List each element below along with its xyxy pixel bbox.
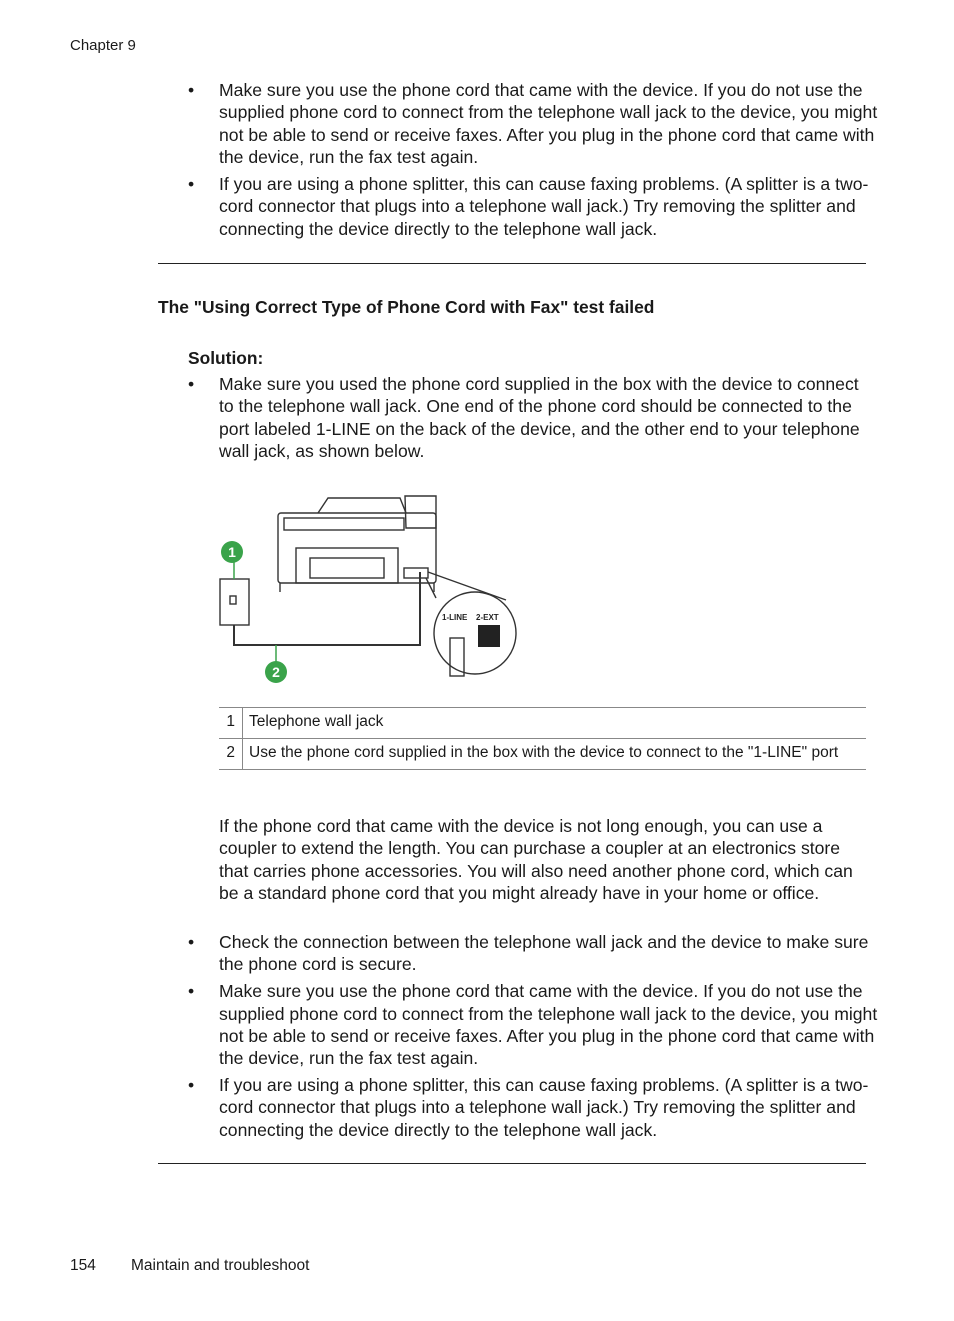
list-item — [188, 79, 878, 169]
section-heading: The "Using Correct Type of Phone Cord with Fax" test failed — [158, 297, 655, 317]
port-magnifier — [434, 592, 516, 674]
control-panel — [405, 496, 436, 528]
callout-2-label: 2 — [272, 664, 280, 680]
list-item — [188, 1074, 878, 1141]
list-item-text: Make sure you use the phone cord that came with the device. If you do not use the supplied phone cord to connect from the telephone wall jack to the device, you might not be able to send or receive faxes. After you plug in the phone cord that came with the device, run the fax test again. — [219, 80, 878, 168]
port-label-1-line: 1-LINE — [442, 613, 468, 622]
table-row — [219, 708, 866, 739]
legend-number: 1 — [219, 708, 243, 739]
list-item — [188, 373, 878, 463]
list-item-text: Make sure you used the phone cord supplied in the box with the device to connect to the telephone wall jack. One end of the phone cord should be connected to the port labeled 1-LINE on the back of the device, and the other end to your telephone wall jack, as shown below. — [219, 374, 860, 462]
legend-text: Use the phone cord supplied in the box with the device to connect to the "1-LINE" port — [249, 744, 839, 761]
solution-first-bullet — [188, 373, 878, 467]
bullet-glyph: • — [188, 981, 195, 1002]
footer-title: Maintain and troubleshoot — [131, 1257, 310, 1274]
bullet-glyph: • — [188, 173, 195, 194]
chapter-label: Chapter 9 — [70, 37, 136, 54]
bullet-glyph: • — [188, 932, 195, 952]
page-number: 154 — [70, 1257, 96, 1274]
port-label-2-ext: 2-EXT — [476, 613, 499, 622]
section-divider — [158, 1163, 866, 1164]
section-divider — [158, 263, 866, 264]
legend-number: 2 — [219, 739, 243, 770]
document-feeder — [318, 498, 406, 513]
top-bullet-list — [188, 79, 878, 244]
paper-tray — [310, 558, 384, 578]
bullet-glyph: • — [188, 374, 195, 394]
list-item — [188, 980, 878, 1070]
magnifier-pointer — [428, 572, 506, 600]
callout-1-label: 1 — [228, 544, 236, 560]
list-item-text: Check the connection between the telephone wall jack and the device to make sure the phone cord is secure. — [219, 932, 869, 975]
bottom-bullet-list — [188, 931, 878, 1146]
continuation-paragraph: If the phone cord that came with the device is not long enough, you can use a coupler to extend the length. You can purchase a coupler at an electronics store that carries phone accessories. You will also need another phone cord, which can be a standard phone cord that you might already have in your home or office. — [219, 816, 853, 904]
list-item — [188, 931, 878, 976]
list-item-text: If you are using a phone splitter, this can cause faxing problems. (A splitter is a two-cord connector that plugs into a telephone wall jack.) Try removing the splitter and connecting the device directly to the telephone wall jack. — [219, 1075, 869, 1140]
wall-jack-socket — [230, 596, 236, 604]
device-ports — [404, 568, 428, 578]
scanner-glass — [284, 518, 404, 530]
solution-label: Solution: — [188, 348, 264, 368]
legend-text: Telephone wall jack — [249, 713, 384, 730]
list-item — [188, 173, 878, 240]
phone-connection-diagram — [210, 488, 530, 693]
list-item-text: If you are using a phone splitter, this can cause faxing problems. (A splitter is a two-cord connector that plugs into a telephone wall jack.) Try removing the splitter and connecting the device directly to the telephone wall jack. — [219, 173, 869, 239]
table-row — [219, 739, 866, 770]
bullet-glyph: • — [188, 1075, 195, 1096]
ext-port — [478, 625, 500, 647]
bullet-glyph: • — [188, 80, 195, 100]
list-item-text: Make sure you use the phone cord that came with the device. If you do not use the supplied phone cord to connect from the telephone wall jack to the device, you might not be able to send or receive faxes. After you plug in the phone cord that came with the device, run the fax test again. — [219, 981, 878, 1069]
wall-jack — [220, 579, 249, 625]
figure-legend-table — [219, 707, 866, 770]
